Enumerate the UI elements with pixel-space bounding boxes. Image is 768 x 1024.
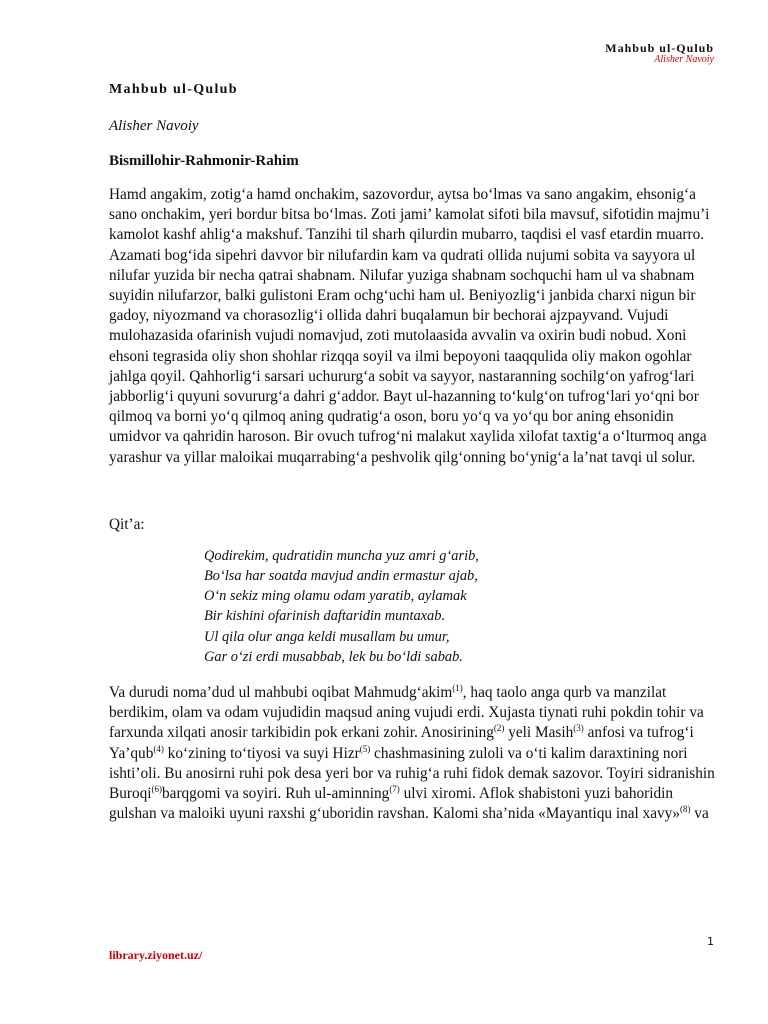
document-author: Alisher Navoiy <box>109 118 199 134</box>
footnote-ref[interactable]: (1) <box>452 682 463 693</box>
text-segment: barqgomi va soyiri. Ruh ul-aminning <box>162 785 390 803</box>
header-author: Alisher Navoiy <box>654 53 714 65</box>
poem-line: Bir kishini ofarinish daftaridin muntaxab. <box>204 608 446 625</box>
footer-link[interactable]: library.ziyonet.uz/ <box>109 948 203 962</box>
page-number: 1 <box>707 935 714 948</box>
text-segment: , haq taolo anga qurb va manzilat berdikim, olam va odam vujudidin maqsud aning vujudi erdi. Xujasta tiynati ruhi pokdin tohir va farxunda xilqati anosir tarkibidin pok erkani zohir. Anosirining <box>109 684 704 742</box>
footnote-ref[interactable]: (2) <box>493 723 505 734</box>
poem-line: Gar o‘zi erdi musabbab, lek bu bo‘ldi sabab. <box>204 648 463 665</box>
paragraph-durud <box>109 683 715 824</box>
footnote-ref[interactable]: (8) <box>679 804 691 815</box>
footnote-ref[interactable]: (3) <box>573 723 584 734</box>
footnote-ref[interactable]: (4) <box>153 743 164 754</box>
text-segment: ulvi xiromi. Aflok shabistoni yuzi bahoridin gulshan va maloiki uyuni raxshi g‘uboridin ravshan. Kalomi sha’nida «Mayantiqu inal xavy» <box>109 785 680 823</box>
text-segment: Va durudi noma’dud ul mahbubi oqibat Mahmudg‘akim <box>109 684 453 702</box>
footnote-ref[interactable]: (5) <box>359 743 371 754</box>
poem-line: Qodirekim, qudratidin muncha yuz amri g‘arib, <box>204 547 479 564</box>
text-segment: chashmasining zuloli va o‘ti kalim daraxtining nori ishti’oli. Bu anosirni ruhi pok desa yeri bor va ruhig‘a ruhi fidok demak sazovor. Toyiri sidranishin Buroqi <box>109 744 715 803</box>
paragraph-hamd: Hamd angakim, zotig‘a hamd onchakim, sazovordur, aytsa bo‘lmas va sano angakim, ehsonig‘a sano onchakim, yeri bordur bitsa bo‘lmas. Zoti jami’ kamolat sifoti bila mavsuf, sifotidin majmu’i kamolot kashf ahlig‘a makshuf. Tanzihi til sharh qilurdin mubarro, taqdisi el vasf etardin muarro. Azamati bog‘ida sipehri davvor bir nilufardin kam va qudrati ollida nujumi sobita va sayyora ul nilufar yuzida bir necha qatrai shabnam. Nilufar yuziga shabnam sochquchi ham ul va shabnam suyidin nilufarzor, balki gulistoni Eram ochg‘uchi ham ul. Beniyozlig‘i janbida charxi nigun bir gadoy, niyozmand va chorasozlig‘i ollida dahri buqalamun bir bechorai ajzpayvand. Vujudi mulohazasida ofarinish vujudi nomavjud, zoti mutolaasida avvalin va oxirin budi nobud. Xoni ehsoni tegrasida oliy shon shohlar rizqqa soyil va ilmi bepoyoni taaqqulida oliy makon ogohlar jahlga qoyil. Qahhorlig‘i sarsari uchururg‘a sobit va sayyor, nastaranning sochilg‘on yafrog‘lari jabborlig‘i quyuni sovururg‘a dahri g‘addor. Bayt ul-hazanning to‘kulg‘on tufrog‘lari yo‘qni bor qilmoq va borni yo‘q qilmoq aning qudratig‘a oson, boru yo‘q va yo‘qu bor aning ehsonidin umidvor va qahridin haroson. Bir ovuch tufrog‘ni malakut xaylida xilofat taxtig‘a o‘lturmoq anga yarashur va yillar maloikai muqarrabing‘a peshvolik qilg‘onning bo‘ynig‘a la’nat tavqi ul solur. <box>109 186 710 466</box>
text-segment: anfosi va tufrog‘i Ya’qub <box>109 724 694 762</box>
running-header <box>605 42 714 65</box>
poem-line: O‘n sekiz ming olamu odam yaratib, aylamak <box>204 588 467 605</box>
poem-block <box>204 546 715 667</box>
bismillah-heading: Bismillohir-Rahmonir-Rahim <box>109 153 299 169</box>
text-segment: va <box>690 805 709 823</box>
footnote-ref[interactable]: (7) <box>389 783 400 794</box>
text-segment: yeli Masih <box>504 724 574 742</box>
footnote-ref[interactable]: (6) <box>151 783 162 794</box>
poem-line: Bo‘lsa har soatda mavjud andin ermastur ajab, <box>204 568 478 585</box>
document-title: Mahbub ul-Qulub <box>109 82 238 97</box>
header-title: Mahbub ul-Qulub <box>605 41 714 55</box>
poem-line: Ul qila olur anga keldi musallam bu umur, <box>204 628 450 645</box>
text-segment: ko‘zining to‘tiyosi va suyi Hizr <box>163 744 360 762</box>
document-body <box>109 82 715 824</box>
qita-label: Qit’a: <box>109 515 145 533</box>
